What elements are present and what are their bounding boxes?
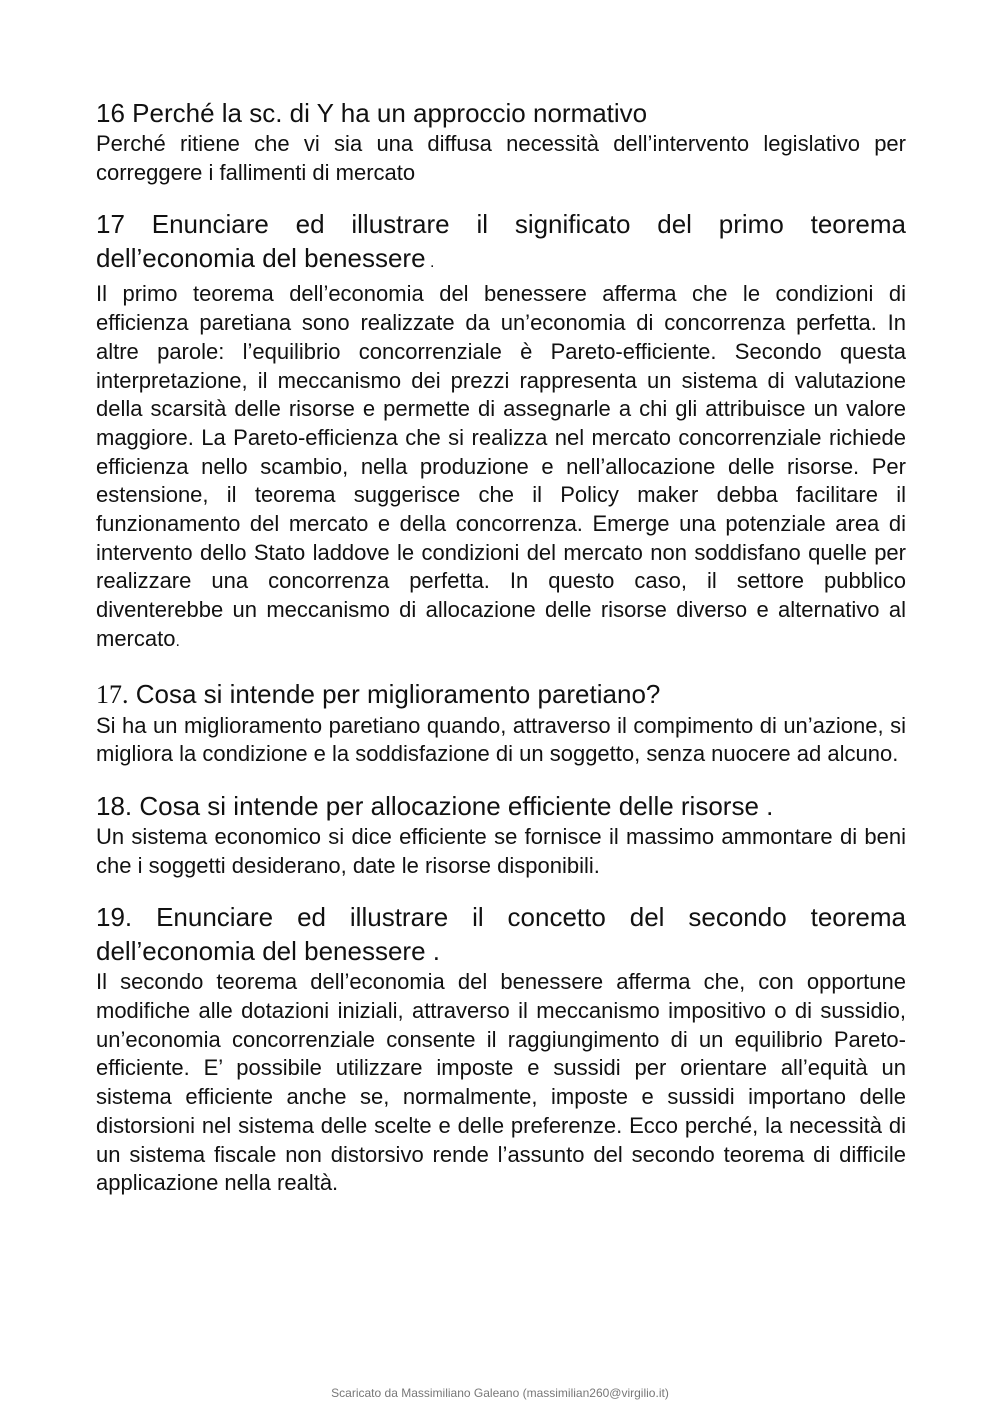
section-19 (96, 900, 906, 1198)
answer-text: Perché ritiene che vi sia una diffusa necessità dell’intervento legislativo per correggere i fallimenti di mercato (96, 131, 906, 185)
question-heading: 16 Perché la sc. di Y ha un approccio normativo (96, 98, 648, 128)
section-17-pareto-improvement (96, 677, 906, 769)
question-suffix: . (425, 254, 435, 272)
question-number: 17. (96, 679, 129, 709)
answer-text: Si ha un miglioramento paretiano quando, attraverso il compimento di un’azione, si migliora la condizione e la soddisfazione di un soggetto, senza nuocere ad alcuno. (96, 712, 906, 767)
question-heading: 19. Enunciare ed illustrare il concetto del secondo teorema dell’economia del benessere . (96, 902, 906, 967)
download-footer: Scaricato da Massimiliano Galeano (massimilian260@virgilio.it) (331, 1386, 669, 1400)
answer-suffix: . (175, 632, 180, 650)
question-heading (96, 677, 906, 712)
answer-text (96, 280, 906, 656)
question-heading (96, 207, 906, 280)
section-16 (96, 96, 906, 187)
answer-text: Il secondo teorema dell’economia del benessere afferma che, con opportune modifiche alle dotazioni iniziali, attraverso il meccanismo impositivo o di sussidio, un’economia concorrenziale consente il raggiungimento di un equilibrio Pareto-efficiente. E’ possibile utilizzare imposte e sussidi per orientare all’equità un sistema efficiente anche se, normalmente, imposte e sussidi importano delle distorsioni nel sistema delle scelte e delle preferenze. Ecco perché, la necessità di un sistema fiscale non distorsivo rende l’assunto del secondo teorema di difficile applicazione nella realtà. (96, 969, 906, 1196)
question-heading: 18. Cosa si intende per allocazione efficiente delle risorse . (96, 790, 774, 821)
answer-text: Un sistema economico si dice efficiente se fornisce il massimo ammontare di beni che i soggetti desiderano, date le risorse disponibili. (96, 823, 906, 878)
question-text: Cosa si intende per miglioramento paretiano? (128, 678, 661, 709)
document-page (96, 96, 906, 1218)
section-18 (96, 789, 906, 880)
answer-body: Il primo teorema dell’economia del benessere afferma che le condizioni di efficienza paretiana sono realizzate da un’economia di concorrenza perfetta. In altre parole: l’equilibrio concorrenziale è Pareto-efficiente. Secondo questa interpretazione, il meccanismo dei prezzi rappresenta un sistema di valutazione della scarsità delle risorse e permette di assegnarle a chi gli attribuisce un valore maggiore. La Pareto-efficienza che si realizza nel mercato concorrenziale richiede efficienza nello scambio, nella produzione e nell’allocazione delle risorse. Per estensione, il teorema suggerisce che il Policy maker debba facilitare il funzionamento del mercato e della concorrenza. Emerge una potenziale area di intervento dello Stato laddove le condizioni del mercato non soddisfano quelle per realizzare una concorrenza perfetta. In questo caso, il settore pubblico diventerebbe un meccanismo di allocazione delle risorse diverso e alternativo al mercato (96, 281, 906, 651)
section-17-first-theorem (96, 207, 906, 656)
question-text: 17 Enunciare ed illustrare il significato del primo teorema dell’economia del benessere (96, 209, 906, 274)
